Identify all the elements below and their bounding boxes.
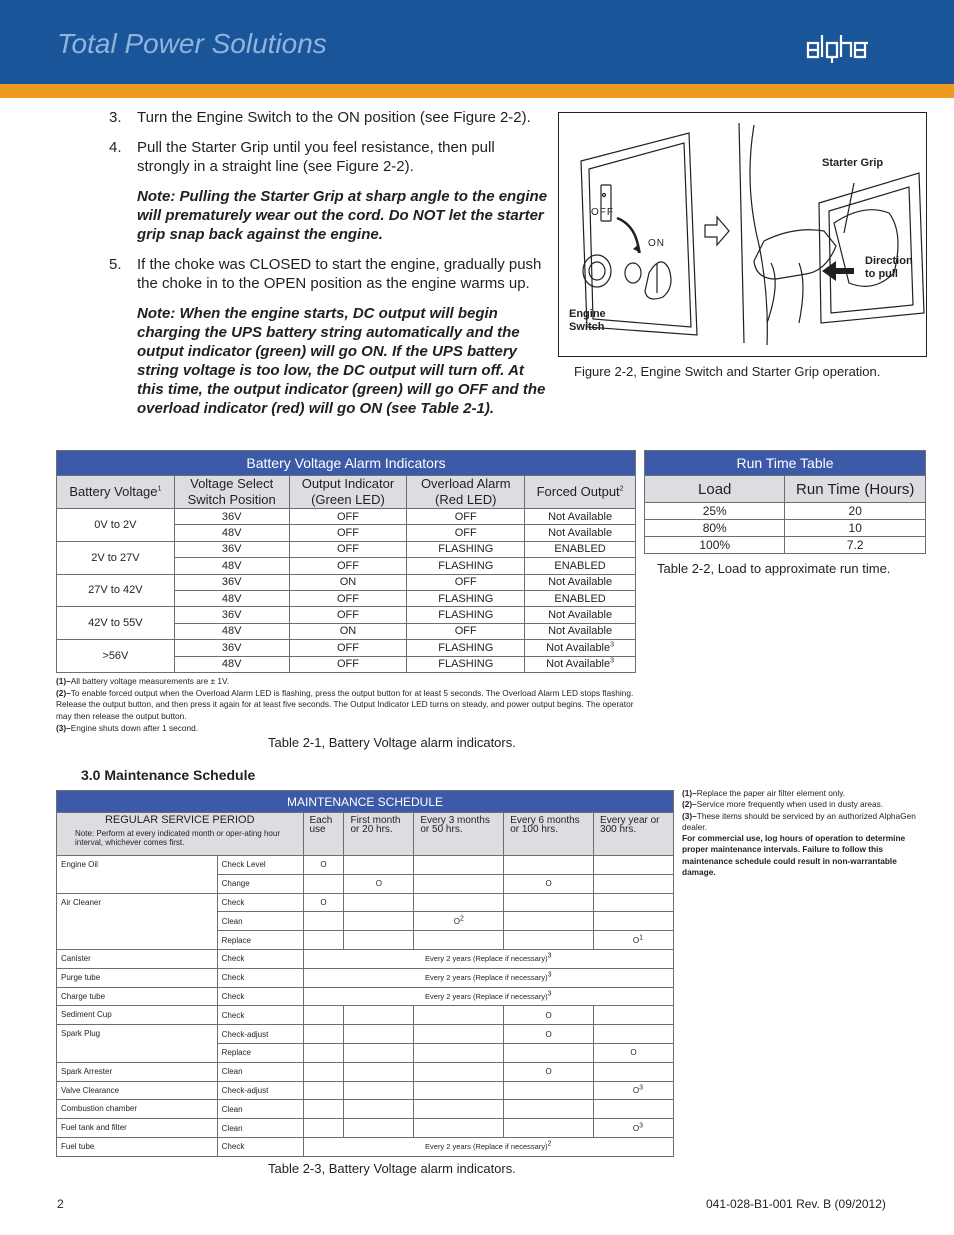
empty-cell [504, 1100, 594, 1119]
every-2-years [303, 987, 674, 1006]
col-switch-position [174, 476, 289, 509]
engine-switch-label [569, 308, 606, 334]
footnote-tag: (1)– [56, 676, 71, 686]
table-row [57, 1025, 674, 1044]
output-indicator: OFF [289, 656, 407, 672]
col-battery-voltage [57, 476, 175, 509]
footnote-ref: 2 [547, 1140, 552, 1148]
voltage-range: 42V to 55V [57, 607, 175, 640]
table-row [57, 574, 636, 590]
overload-alarm: FLASHING [407, 607, 525, 623]
table-row [57, 1100, 674, 1119]
item-fuel-tank: Fuel tank and filter [57, 1119, 218, 1138]
empty-cell [504, 893, 594, 912]
step-number: 5. [109, 256, 122, 273]
table-title: MAINTENANCE SCHEDULE [57, 791, 674, 813]
action: Check [217, 893, 303, 912]
empty-cell [303, 931, 344, 950]
step-number: 4. [109, 139, 122, 156]
table-row [57, 893, 674, 912]
engine-switch-label-line1: Engine [569, 308, 606, 320]
switch-position: 36V [174, 640, 289, 656]
every-2-years [303, 949, 674, 968]
footnote-text: All battery voltage measurements are ± 1V. [70, 676, 230, 686]
direction-label [865, 255, 913, 281]
footnote-ref: 3 [547, 971, 552, 979]
item-valve-clearance: Valve Clearance [57, 1081, 218, 1100]
forced-output: Not Available [525, 623, 636, 639]
item-canister: Canister [57, 949, 218, 968]
col-overload-alarm-line2: (Red LED) [435, 492, 497, 507]
note-text: These items should be serviced by an authorized AlphaGen dealer. [682, 810, 916, 832]
empty-cell [414, 1081, 504, 1100]
item-purge-tube: Purge tube [57, 968, 218, 987]
alpha-logo [806, 31, 868, 63]
action: Change [217, 874, 303, 893]
note-text: Service more frequently when used in dusty areas. [696, 799, 884, 810]
forced-output: ENABLED [525, 541, 636, 557]
col-output-indicator-line1: Output Indicator [301, 476, 395, 491]
overload-alarm: FLASHING [407, 590, 525, 606]
header-accent-stripe [0, 84, 954, 98]
page-number: 2 [57, 1197, 64, 1211]
mark: O [303, 856, 344, 875]
action: Check [217, 987, 303, 1006]
col-each-use: Each use [303, 813, 344, 856]
output-indicator: OFF [289, 640, 407, 656]
col-every-year: Every year or 300 hrs. [594, 813, 674, 856]
table3-caption: Table 2-3, Battery Voltage alarm indicators. [268, 1161, 516, 1176]
table-row [57, 1137, 674, 1156]
every-2-years-text: Every 2 years (Replace if necessary) [425, 1142, 548, 1152]
footnote-tag: (3)– [56, 722, 71, 733]
action: Check [217, 949, 303, 968]
empty-cell [344, 1025, 414, 1044]
empty-cell [344, 931, 414, 950]
empty-cell [414, 1006, 504, 1025]
switch-position: 48V [174, 525, 289, 541]
col-load: Load [645, 476, 785, 503]
switch-position: 36V [174, 607, 289, 623]
overload-alarm: FLASHING [407, 640, 525, 656]
empty-cell [594, 1100, 674, 1119]
empty-cell [594, 1006, 674, 1025]
output-indicator: OFF [289, 590, 407, 606]
empty-cell [504, 912, 594, 931]
mark-symbol: O [632, 1085, 640, 1095]
footnote-tag: (2)– [56, 687, 71, 698]
load-value: 80% [645, 520, 785, 537]
starter-grip-label: Starter Grip [822, 157, 884, 169]
forced-output: Not Available [525, 509, 636, 525]
item-sediment-cup: Sediment Cup [57, 1006, 218, 1025]
table-row [57, 1119, 674, 1138]
forced-output: ENABLED [525, 558, 636, 574]
table-title: Run Time Table [645, 451, 926, 476]
table-row [645, 537, 926, 554]
col-output-indicator-line2: (Green LED) [311, 492, 385, 507]
forced-output [525, 656, 636, 672]
load-value: 25% [645, 503, 785, 520]
empty-cell [303, 874, 344, 893]
off-label: OFF [591, 207, 614, 218]
empty-cell [344, 1119, 414, 1138]
action: Check-adjust [217, 1025, 303, 1044]
hours-value: 20 [785, 503, 926, 520]
figure-engine-switch [558, 112, 927, 357]
footnote-3 [56, 723, 636, 735]
empty-cell [303, 1025, 344, 1044]
empty-cell [414, 1100, 504, 1119]
item-fuel-tube: Fuel tube [57, 1137, 218, 1156]
hours-value: 10 [785, 520, 926, 537]
overload-alarm: OFF [407, 509, 525, 525]
table-row [57, 987, 674, 1006]
maintenance-notes [682, 788, 926, 878]
empty-cell [504, 1043, 594, 1062]
action: Check [217, 968, 303, 987]
table1-caption: Table 2-1, Battery Voltage alarm indicators. [268, 735, 516, 750]
table-row [645, 503, 926, 520]
switch-position: 48V [174, 623, 289, 639]
col-first-month: First month or 20 hrs. [344, 813, 414, 856]
item-spark-plug: Spark Plug [57, 1025, 218, 1063]
mark-symbol: O [632, 935, 640, 945]
direction-label-line1: Direction [865, 255, 913, 267]
table-row [645, 520, 926, 537]
hours-value: 7.2 [785, 537, 926, 554]
action: Clean [217, 912, 303, 931]
note-1 [682, 788, 926, 799]
step-text: Turn the Engine Switch to the ON position (see Figure 2-2). [137, 109, 531, 126]
mark [594, 1119, 674, 1138]
document-number: 041-028-B1-001 Rev. B (09/2012) [706, 1197, 886, 1211]
col-every-6-months: Every 6 months or 100 hrs. [504, 813, 594, 856]
dc-output-note: Note: When the engine starts, DC output will begin charging the UPS battery string automatically and the output indicator (green) will go ON. If the UPS battery string voltage is too low, the DC output will turn off. At this time, the output indicator (green) will go OFF and the overload indicator (red) will go ON (see Table 2-1). [137, 305, 546, 417]
overload-alarm: OFF [407, 623, 525, 639]
service-period-label: REGULAR SERVICE PERIOD [104, 814, 255, 826]
mark: O [504, 874, 594, 893]
action: Check [217, 1137, 303, 1156]
table-row [57, 541, 636, 557]
note-text: Replace the paper air filter element only. [696, 788, 846, 798]
empty-cell [504, 1081, 594, 1100]
footnote-ref: 3 [639, 1121, 643, 1129]
step-text: Pull the Starter Grip until you feel resistance, then pull strongly in a straight line (see Figure 2-2). [137, 139, 495, 175]
forced-output: Not Available [525, 574, 636, 590]
item-air-cleaner: Air Cleaner [57, 893, 218, 949]
table-title: Battery Voltage Alarm Indicators [57, 451, 636, 476]
every-2-years-text: Every 2 years (Replace if necessary) [425, 991, 548, 1001]
figure-caption: Figure 2-2, Engine Switch and Starter Grip operation. [574, 364, 881, 379]
col-output-indicator [289, 476, 407, 509]
overload-alarm: FLASHING [407, 541, 525, 557]
empty-cell [504, 1119, 594, 1138]
empty-cell [414, 874, 504, 893]
col-battery-voltage-label: Battery Voltage [69, 484, 158, 499]
table-row [57, 509, 636, 525]
empty-cell [344, 1081, 414, 1100]
output-indicator: OFF [289, 607, 407, 623]
empty-cell [344, 912, 414, 931]
item-spark-arrester: Spark Arrester [57, 1062, 218, 1081]
col-forced-output [525, 476, 636, 509]
battery-voltage-alarm-table [56, 450, 636, 673]
col-switch-position-line1: Voltage Select [190, 476, 274, 491]
voltage-range: 2V to 27V [57, 541, 175, 574]
engine-switch-label-line2: Switch [569, 321, 605, 333]
action: Clean [217, 1062, 303, 1081]
empty-cell [344, 893, 414, 912]
footnote-ref: 3 [639, 1084, 643, 1092]
footnote-text: Engine shuts down after 1 second. [70, 722, 199, 733]
overload-alarm: FLASHING [407, 656, 525, 672]
maintenance-schedule-table [56, 790, 674, 1157]
col-overload-alarm [407, 476, 525, 509]
empty-cell [303, 1006, 344, 1025]
footnote-ref: 3 [610, 657, 615, 665]
output-indicator: OFF [289, 541, 407, 557]
service-period-note: Note: Perform at every indicated month or oper-ating hour interval, whichever comes first. [75, 829, 280, 847]
action: Clean [217, 1100, 303, 1119]
table-row [57, 1081, 674, 1100]
voltage-range: 0V to 2V [57, 509, 175, 542]
switch-position: 36V [174, 541, 289, 557]
empty-cell [414, 931, 504, 950]
mark [414, 912, 504, 931]
mark: O [504, 1006, 594, 1025]
note-tag: (1)– [682, 788, 697, 798]
table-row [57, 1062, 674, 1081]
every-2-years [303, 968, 674, 987]
output-indicator: OFF [289, 525, 407, 541]
footnote-ref: 1 [639, 933, 643, 941]
switch-position: 48V [174, 656, 289, 672]
action: Check-adjust [217, 1081, 303, 1100]
footnote-ref: 2 [459, 915, 464, 923]
empty-cell [414, 1025, 504, 1044]
note-2 [682, 799, 926, 810]
every-2-years-text: Every 2 years (Replace if necessary) [425, 954, 548, 964]
output-indicator: ON [289, 623, 407, 639]
forced-output-value: Not Available [546, 658, 611, 671]
note-3 [682, 811, 926, 834]
col-forced-output-label: Forced Output [536, 484, 620, 499]
overload-alarm: OFF [407, 574, 525, 590]
switch-position: 36V [174, 509, 289, 525]
mark [594, 1081, 674, 1100]
col-run-time: Run Time (Hours) [785, 476, 926, 503]
item-charge-tube: Charge tube [57, 987, 218, 1006]
empty-cell [414, 1062, 504, 1081]
empty-cell [303, 1062, 344, 1081]
empty-cell [414, 1043, 504, 1062]
note-tag: (3)– [682, 810, 697, 821]
overload-alarm: OFF [407, 525, 525, 541]
table-row [57, 607, 636, 623]
mark-symbol: O [453, 916, 460, 926]
voltage-range: 27V to 42V [57, 574, 175, 607]
step-5 [109, 255, 549, 293]
forced-output: Not Available [525, 525, 636, 541]
empty-cell [594, 1025, 674, 1044]
footnote-1 [56, 676, 636, 688]
mark: O [344, 874, 414, 893]
item-combustion-chamber: Combustion chamber [57, 1100, 218, 1119]
table-row [57, 1006, 674, 1025]
empty-cell [414, 893, 504, 912]
empty-cell [344, 1100, 414, 1119]
run-time-table [644, 450, 926, 554]
switch-position: 48V [174, 558, 289, 574]
action: Clean [217, 1119, 303, 1138]
header-title: Total Power Solutions [57, 28, 327, 59]
empty-cell [594, 893, 674, 912]
empty-cell [344, 856, 414, 875]
output-indicator: OFF [289, 509, 407, 525]
starter-grip-note: Note: Pulling the Starter Grip at sharp angle to the engine will prematurely wear out the cord. Do NOT let the starter grip snap back against the engine. [137, 188, 548, 243]
step-number: 3. [109, 109, 122, 126]
output-indicator: OFF [289, 558, 407, 574]
table-row [57, 640, 636, 656]
col-service-period [57, 813, 304, 856]
mark: O [303, 893, 344, 912]
action: Check Level [217, 856, 303, 875]
empty-cell [594, 874, 674, 893]
mark: O [594, 1043, 674, 1062]
mark [594, 931, 674, 950]
empty-cell [414, 1119, 504, 1138]
table-row [57, 968, 674, 987]
footnote-ref: 2 [619, 485, 624, 493]
every-2-years [303, 1137, 674, 1156]
direction-label-line2: to pull [865, 268, 898, 280]
output-indicator: ON [289, 574, 407, 590]
step-4 [109, 138, 549, 176]
note-tag: (2)– [682, 799, 697, 810]
empty-cell [504, 856, 594, 875]
load-value: 100% [645, 537, 785, 554]
footnote-ref: 3 [547, 952, 552, 960]
footnote-text: To enable forced output when the Overload Alarm LED is flashing, press the output button for at least 5 seconds. The Overload Alarm LED stops flashing. Release the output button, and then press it again for at least five seconds. The Output Indicator LED turns on steady, and power output begins. The operator may then release the output button. [56, 687, 634, 722]
section-heading: 3.0 Maintenance Schedule [81, 767, 256, 783]
footnote-2 [56, 688, 636, 723]
empty-cell [303, 912, 344, 931]
step-3 [109, 108, 549, 127]
footnote-ref: 3 [610, 641, 615, 649]
col-switch-position-line2: Switch Position [187, 492, 276, 507]
forced-output-value: Not Available [546, 641, 611, 654]
empty-cell [414, 856, 504, 875]
action: Check [217, 1006, 303, 1025]
empty-cell [303, 1119, 344, 1138]
empty-cell [303, 1081, 344, 1100]
switch-position: 48V [174, 590, 289, 606]
voltage-range: >56V [57, 640, 175, 673]
item-engine-oil: Engine Oil [57, 856, 218, 894]
empty-cell [594, 856, 674, 875]
table-row [57, 949, 674, 968]
on-label: ON [648, 238, 665, 249]
mark: O [504, 1062, 594, 1081]
empty-cell [344, 1043, 414, 1062]
table1-footnotes [56, 676, 636, 735]
forced-output: Not Available [525, 607, 636, 623]
engine-switch-illustration [559, 113, 926, 356]
mark-symbol: O [632, 1123, 640, 1133]
empty-cell [594, 912, 674, 931]
mark: O [504, 1025, 594, 1044]
footnote-ref: 1 [157, 485, 162, 493]
col-overload-alarm-line1: Overload Alarm [420, 476, 511, 491]
footnote-ref: 3 [547, 990, 552, 998]
empty-cell [504, 931, 594, 950]
every-2-years-text: Every 2 years (Replace if necessary) [425, 973, 548, 983]
empty-cell [344, 1006, 414, 1025]
table2-caption: Table 2-2, Load to approximate run time. [657, 561, 891, 576]
overload-alarm: FLASHING [407, 558, 525, 574]
col-every-3-months: Every 3 months or 50 hrs. [414, 813, 504, 856]
procedure-steps [109, 108, 549, 429]
action: Replace [217, 931, 303, 950]
warranty-note: For commercial use, log hours of operation to determine proper maintenance intervals. Failure to follow this maintenance schedule could result in non-warrantable damage. [682, 833, 906, 878]
switch-position: 36V [174, 574, 289, 590]
empty-cell [303, 1100, 344, 1119]
empty-cell [594, 1062, 674, 1081]
empty-cell [303, 1043, 344, 1062]
step-text: If the choke was CLOSED to start the engine, gradually push the choke in to the OPEN position as the engine warms up. [137, 256, 542, 292]
forced-output [525, 640, 636, 656]
action: Replace [217, 1043, 303, 1062]
forced-output: ENABLED [525, 590, 636, 606]
empty-cell [344, 1062, 414, 1081]
table-row [57, 856, 674, 875]
